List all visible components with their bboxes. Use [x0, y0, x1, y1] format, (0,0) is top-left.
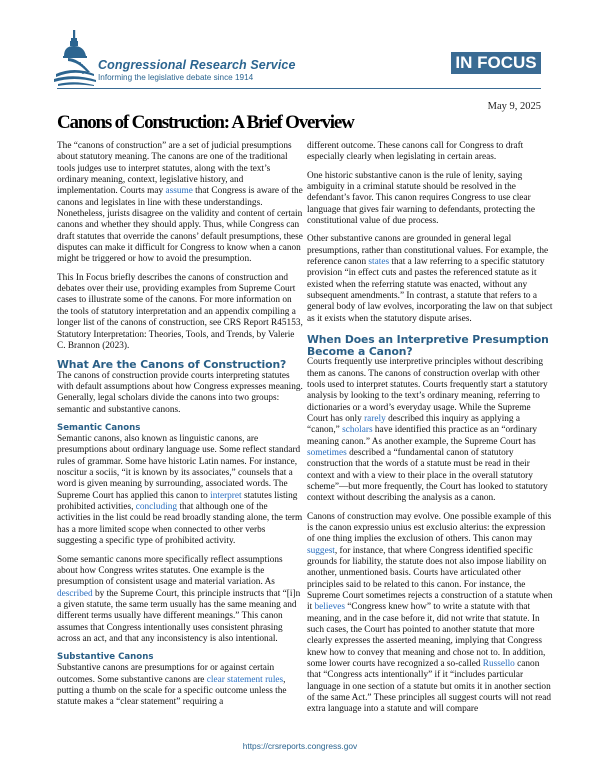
- reference-canon-paragraph: [307, 234, 553, 325]
- inline-link-russello[interactable]: Russello: [482, 659, 515, 670]
- text-run: statutes listing prohibited activities,: [57, 490, 298, 513]
- section-heading-when-presumption-becomes-canon: When Does an Interpretive Presumption Become a Canon?: [307, 333, 549, 358]
- page-title: Canons of Construction: A Brief Overview: [57, 112, 354, 133]
- text-run: Substantive canons are presumptions for or against certain outcomes. Some substantive canons are: [57, 663, 275, 685]
- text-run: described a “fundamental canon of statutory construction that the words of a statute must be read in their context and with a view to their place in the overall statutory scheme”—but more frequently, the Court has looked to statutory context without describing the analysis as a canon.: [307, 447, 548, 504]
- in-focus-badge: IN FOCUS: [451, 52, 541, 74]
- text-run: , for instance, that where Congress identified specific grounds for liability, the statute does not also impose liability on another, unmentioned basis. Courts have articulated other principles said to be related to this canon. For instance, the Supreme Court sometimes rejects a construction of a statute when it: [307, 545, 553, 613]
- text-run: Canons of construction may evolve. One possible example of this is the canon expressio unius est exclusio alterius: the expression of one thing implies the exclusion of others. This canon may: [307, 511, 552, 545]
- text-run: , putting a thumb on the scale for a specific outcome unless the statute makes a “clear statement” requiring a: [57, 674, 287, 708]
- interpretive-principles-paragraph: [307, 357, 553, 504]
- text-run: that Congress is aware of the canons and legislates in line with these understandings. Nonetheless, jurists disagree on the validity and content of certain canons and whether they should apply. Thus, while Congress can draft statutes that override the canons’ default presumptions, these disputes can make it difficult for Congress to know when a canon might be triggered or how to avoid the presumption.: [57, 186, 303, 265]
- subheading-substantive-canons: Substantive Canons: [57, 652, 154, 663]
- semantic-canons-paragraph: [57, 434, 303, 547]
- text-run: Courts frequently use interpretive principles without describing them as canons. The canons of construction overlap with other tools used to interpret statutes. Courts frequently start a statutory analysis by looking to the text’s ordinary meaning, referring to dictionaries or a word’s everyday usage. While the Supreme Court has only: [307, 357, 548, 424]
- intro-paragraph: [57, 141, 303, 266]
- header-divider: [57, 88, 541, 89]
- inline-link-scholars[interactable]: scholars: [342, 425, 373, 436]
- section-heading-what-are-canons: What Are the Canons of Construction?: [57, 358, 287, 372]
- capitol-dome-icon: [54, 28, 96, 86]
- text-run: by the Supreme Court, this principle instructs that “[i]n a given statute, the same term usually has the same meaning and different terms usually have different meanings.” This canon assumes that Congress intentionally uses consistent phrasing across an act, and that any inconsistency is also intentional.: [57, 588, 301, 644]
- text-run: Semantic canons, also known as linguistic canons, are presumptions about ordinary language use. Some reflect standard rules of grammar. Some have historic Latin names. For instance, noscitur a sociis, “it is known by its associates,” counsels that a word is given meaning by surrounding, associated words. The Supreme Court has applied this canon to: [57, 434, 301, 501]
- page-header: [0, 0, 600, 100]
- text-run: Other substantive canons are grounded in general legal presumptions, rather than constitutional values. For example, the reference canon: [307, 234, 549, 268]
- inline-link-states[interactable]: states: [368, 257, 390, 268]
- inline-link-clear-statement-rules[interactable]: clear statement rules: [206, 674, 284, 685]
- continued-paragraph: different outcome. These canons call for Congress to draft especially clearly when legislating in certain areas.: [307, 141, 524, 163]
- text-run: that a law referring to a specific statutory provision “in effect cuts and pastes the referenced statute as it existed when the referring statute was enacted, without any subsequent amendments.” In contrast, a statute that refers to a general body of law evolves, incorporating the law on that subject as it exists when the statutory dispute arises.: [307, 257, 553, 324]
- text-run: described this inquiry as applying a “canon,”: [307, 413, 521, 436]
- text-run: that although one of the activities in the list could be read broadly standing alone, the term has a more limited scope when connected to other verbs suggesting a specific type of prohibited activity.: [57, 502, 303, 547]
- text-run: have identified this practice as an “ordinary meaning canon.” As another example, the Supreme Court has: [307, 425, 538, 447]
- scope-paragraph: This In Focus briefly describes the canons of construction and debates over their use, providing examples from Supreme Court cases to illustrate some of the canons. For more information on the tools of statutory interpretation and an appendix compiling a longer list of the canons of construction, see CRS Report R45153, Statutory Interpretation: Theories, Tools, and Trends, by Valerie C. Brannon (2023).: [57, 272, 303, 351]
- left-column: [57, 141, 303, 716]
- inline-link-believes[interactable]: believes: [314, 602, 345, 613]
- text-run: canon that “Congress acts intentionally” if it “includes particular language in one section of a statute but omits it in another section of the same Act.” These principles all suggest courts will not read extra language into a statute and will compare: [307, 659, 552, 715]
- inline-link-concluding[interactable]: concluding: [135, 502, 178, 513]
- inline-link-described[interactable]: described: [57, 588, 93, 599]
- brand-name: Congressional Research Service: [98, 58, 296, 72]
- inline-link-assume[interactable]: assume: [165, 186, 193, 197]
- text-run: “Congress knew how” to write a statute with that meaning, and in the case before it, did not write that statute. In such cases, the Court has pointed to another statute that more clearly expresses the asserted meaning, implying that Congress knew how to convey that meaning and chose not to. In addition, some lower courts have recognized a so-called: [307, 602, 546, 670]
- footer-url[interactable]: https://crsreports.congress.gov: [242, 741, 358, 751]
- subheading-semantic-canons: Semantic Canons: [57, 423, 141, 434]
- inline-link-sometimes[interactable]: sometimes: [307, 447, 347, 458]
- canons-overview-paragraph: The canons of construction provide courts interpreting statutes with default assumptions about how Congress expresses meaning. Generally, legal scholars divide the canons into two groups: semantic and substantive canons.: [57, 370, 303, 415]
- brand-tagline: Informing the legislative debate since 1914: [98, 73, 254, 82]
- consistent-usage-paragraph: [57, 555, 303, 646]
- substantive-canons-paragraph: [57, 663, 303, 708]
- inline-link-rarely[interactable]: rarely: [364, 413, 386, 424]
- inline-link-suggest[interactable]: suggest: [307, 545, 335, 556]
- publication-date: May 9, 2025: [487, 101, 541, 112]
- inline-link-interpret[interactable]: interpret: [210, 490, 242, 501]
- expressio-unius-paragraph: [307, 512, 553, 716]
- text-run: Some semantic canons more specifically reflect assumptions about how Congress writes statutes. One example is the presumption of consistent usage and material variation. As: [57, 554, 283, 588]
- text-run: The “canons of construction” are a set of judicial presumptions about statutory meaning. The canons are one of the traditional tools judges use to interpret statutes, along with the text’s ordinary meaning, context, legislative history, and implementation. Courts may: [57, 141, 292, 197]
- rule-of-lenity-paragraph: One historic substantive canon is the rule of lenity, saying ambiguity in a criminal statute should be resolved in the defendant’s favor. This canon requires Congress to use clear language that gives fair warning to defendants, protecting the constitutional value of due process.: [307, 170, 535, 227]
- right-column: [307, 141, 553, 723]
